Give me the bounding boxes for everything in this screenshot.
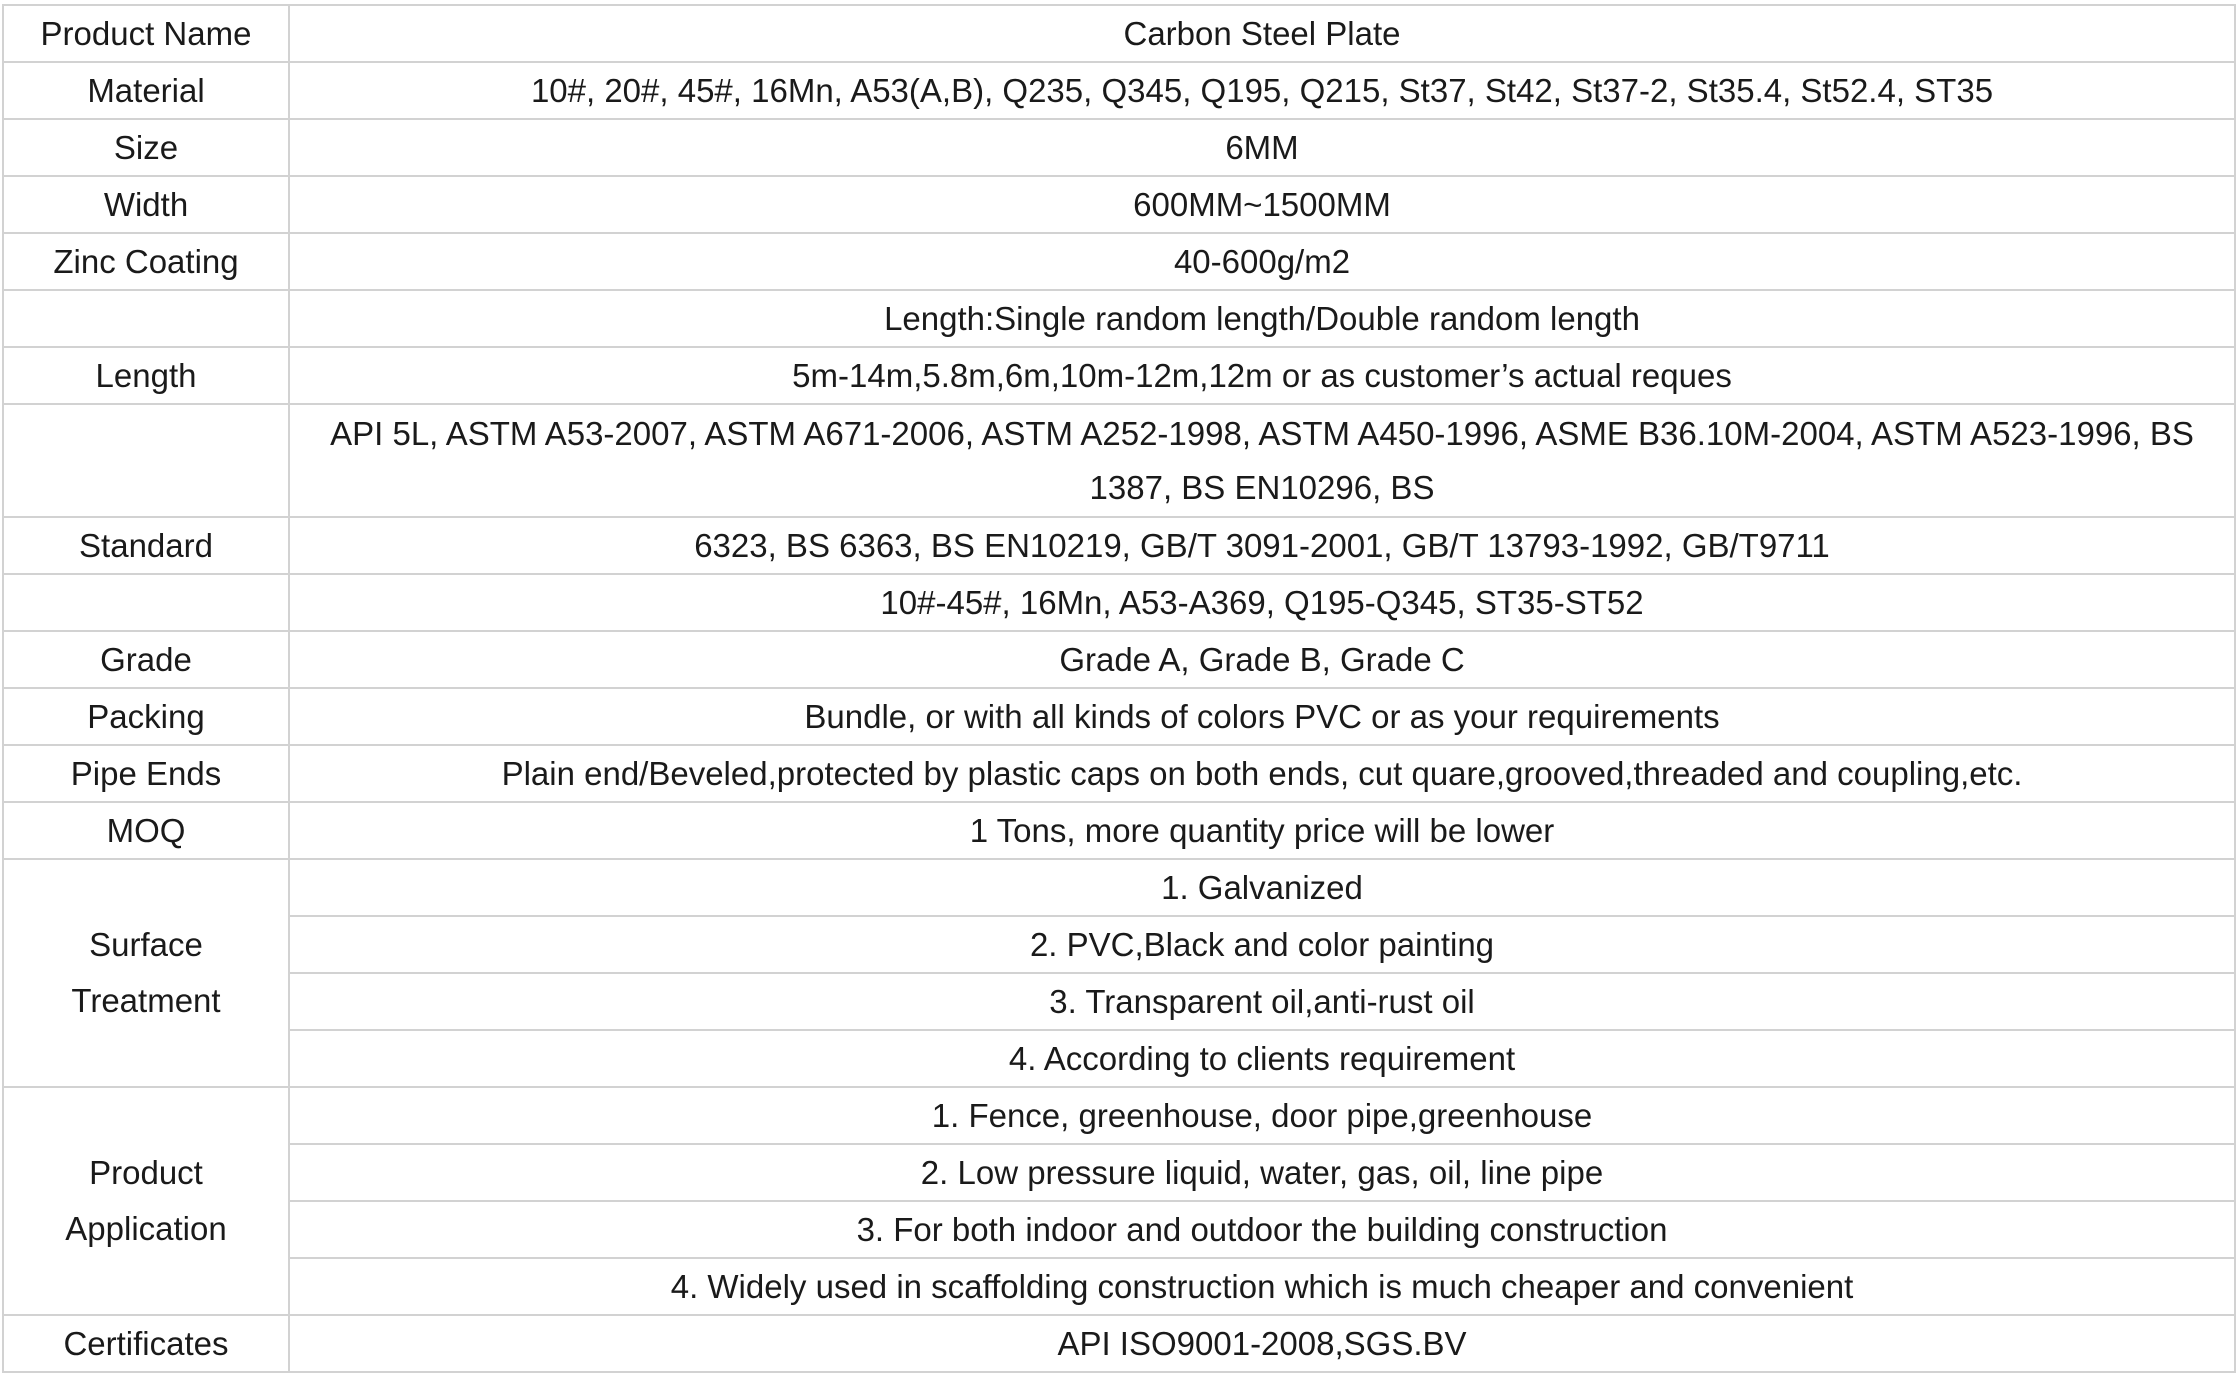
surface-treatment-label-line2: Treatment bbox=[71, 982, 221, 1019]
standard-value-3: 10#-45#, 16Mn, A53-A369, Q195-Q345, ST35-ST52 bbox=[289, 574, 2235, 631]
table-row-standard-2 bbox=[3, 517, 2235, 574]
length-value-2: 5m-14m,5.8m,6m,10m-12m,12m or as customer’s actual reques bbox=[289, 347, 2235, 404]
surface-treatment-item: 1. Galvanized bbox=[289, 859, 2235, 916]
surface-treatment-label bbox=[3, 859, 289, 1087]
product-application-item: 2. Low pressure liquid, water, gas, oil, line pipe bbox=[289, 1144, 2235, 1201]
surface-treatment-item: 3. Transparent oil,anti-rust oil bbox=[289, 973, 2235, 1030]
length-value-1: Length:Single random length/Double random length bbox=[289, 290, 2235, 347]
table-row-pipe-ends bbox=[3, 745, 2235, 802]
table-row-packing bbox=[3, 688, 2235, 745]
table-row-surface-treatment-4 bbox=[3, 1030, 2235, 1087]
product-application-item: 3. For both indoor and outdoor the building construction bbox=[289, 1201, 2235, 1258]
table-row-surface-treatment-2 bbox=[3, 916, 2235, 973]
standard-label-empty bbox=[3, 404, 289, 517]
surface-treatment-item: 2. PVC,Black and color painting bbox=[289, 916, 2235, 973]
table-row-surface-treatment-3 bbox=[3, 973, 2235, 1030]
table-row-moq bbox=[3, 802, 2235, 859]
surface-treatment-label-line1: Surface bbox=[89, 926, 203, 963]
moq-label: MOQ bbox=[3, 802, 289, 859]
surface-treatment-item: 4. According to clients requirement bbox=[289, 1030, 2235, 1087]
grade-value: Grade A, Grade B, Grade C bbox=[289, 631, 2235, 688]
product-name-label: Product Name bbox=[3, 5, 289, 62]
product-application-label-line2: Application bbox=[65, 1210, 227, 1247]
certificates-label: Certificates bbox=[3, 1315, 289, 1372]
table-row-width bbox=[3, 176, 2235, 233]
standard-value-2: 6323, BS 6363, BS EN10219, GB/T 3091-2001, GB/T 13793-1992, GB/T9711 bbox=[289, 517, 2235, 574]
length-label-empty bbox=[3, 290, 289, 347]
table-row-product-application-3 bbox=[3, 1201, 2235, 1258]
table-row-standard-1 bbox=[3, 404, 2235, 517]
size-value: 6MM bbox=[289, 119, 2235, 176]
pipe-ends-value: Plain end/Beveled,protected by plastic caps on both ends, cut quare,grooved,threaded and coupling,etc. bbox=[289, 745, 2235, 802]
material-label: Material bbox=[3, 62, 289, 119]
packing-value: Bundle, or with all kinds of colors PVC or as your requirements bbox=[289, 688, 2235, 745]
table-row-length-2 bbox=[3, 347, 2235, 404]
table-row-surface-treatment-1 bbox=[3, 859, 2235, 916]
table-row-length-1 bbox=[3, 290, 2235, 347]
pipe-ends-label: Pipe Ends bbox=[3, 745, 289, 802]
table-row-standard-3 bbox=[3, 574, 2235, 631]
product-spec-table bbox=[2, 4, 2236, 1373]
product-application-label-line1: Product bbox=[89, 1154, 203, 1191]
product-application-item: 4. Widely used in scaffolding construction which is much cheaper and convenient bbox=[289, 1258, 2235, 1315]
zinc-coating-label: Zinc Coating bbox=[3, 233, 289, 290]
product-name-value: Carbon Steel Plate bbox=[289, 5, 2235, 62]
moq-value: 1 Tons, more quantity price will be lower bbox=[289, 802, 2235, 859]
standard-label: Standard bbox=[3, 517, 289, 574]
grade-label: Grade bbox=[3, 631, 289, 688]
product-application-label bbox=[3, 1087, 289, 1315]
table-row-product-application-2 bbox=[3, 1144, 2235, 1201]
standard-label-empty-2 bbox=[3, 574, 289, 631]
table-row-size bbox=[3, 119, 2235, 176]
material-value: 10#, 20#, 45#, 16Mn, A53(A,B), Q235, Q345, Q195, Q215, St37, St42, St37-2, St35.4, St52.4, ST35 bbox=[289, 62, 2235, 119]
length-label: Length bbox=[3, 347, 289, 404]
table-row-product-application-4 bbox=[3, 1258, 2235, 1315]
table-row-material bbox=[3, 62, 2235, 119]
width-value: 600MM~1500MM bbox=[289, 176, 2235, 233]
table-row-certificates bbox=[3, 1315, 2235, 1372]
certificates-value: API ISO9001-2008,SGS.BV bbox=[289, 1315, 2235, 1372]
table-row-product-name bbox=[3, 5, 2235, 62]
packing-label: Packing bbox=[3, 688, 289, 745]
product-application-item: 1. Fence, greenhouse, door pipe,greenhouse bbox=[289, 1087, 2235, 1144]
zinc-coating-value: 40-600g/m2 bbox=[289, 233, 2235, 290]
size-label: Size bbox=[3, 119, 289, 176]
width-label: Width bbox=[3, 176, 289, 233]
table-row-grade bbox=[3, 631, 2235, 688]
table-row-product-application-1 bbox=[3, 1087, 2235, 1144]
table-row-zinc-coating bbox=[3, 233, 2235, 290]
standard-value-1: API 5L, ASTM A53-2007, ASTM A671-2006, ASTM A252-1998, ASTM A450-1996, ASME B36.10M-2004, ASTM A523-1996, BS 1387, BS EN10296, BS bbox=[289, 404, 2235, 517]
